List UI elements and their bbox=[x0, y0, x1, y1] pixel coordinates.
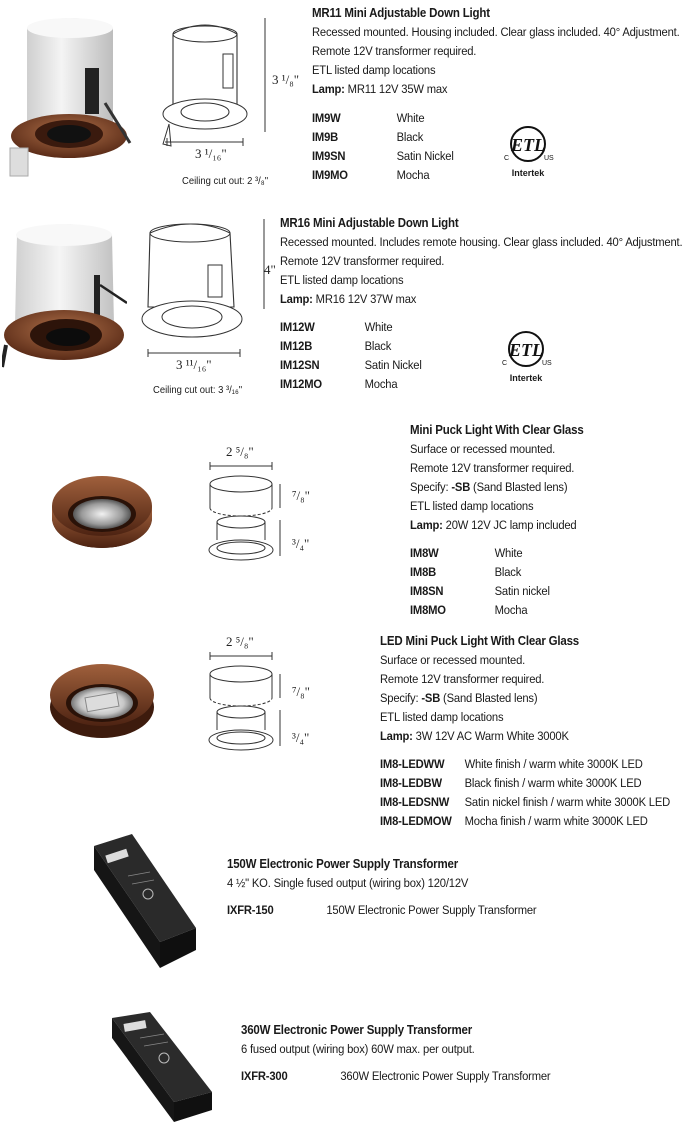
transformer-360-description bbox=[241, 1021, 550, 1086]
lamp-value: 20W 12V JC lamp included bbox=[445, 518, 577, 532]
model-row bbox=[280, 356, 422, 375]
transformer-360-photo bbox=[106, 1010, 221, 1125]
model-code: IM8SN bbox=[410, 584, 444, 598]
mini-puck-lamp bbox=[410, 516, 584, 535]
model-code: IXFR-300 bbox=[241, 1069, 288, 1083]
led-mini-puck-models bbox=[380, 755, 670, 831]
model-desc: Satin nickel finish / warm white 3000K LED bbox=[464, 795, 671, 809]
transformer-150-line: 4 ½" KO. Single fused output (wiring box) 120/12V bbox=[227, 876, 469, 890]
led-mini-puck-etl: ETL listed damp locations bbox=[380, 710, 504, 724]
specify-code: -SB bbox=[451, 480, 471, 494]
lamp-value: 3W 12V AC Warm White 3000K bbox=[415, 729, 569, 743]
lamp-label: Lamp: bbox=[380, 729, 413, 743]
transformer-150-photo bbox=[92, 832, 202, 977]
mr16-ceiling-cutout: Ceiling cut out: 3 ³/₁₆" bbox=[153, 384, 243, 396]
mr16-lamp bbox=[280, 290, 682, 309]
etl-mark: ETL bbox=[511, 135, 545, 155]
etl-us: US bbox=[542, 360, 552, 367]
model-row bbox=[380, 755, 670, 774]
mini-puck-line-2: Remote 12V transformer required. bbox=[410, 461, 575, 475]
mini-puck-width-dimension: 2 ⁵/₈" bbox=[226, 444, 254, 459]
model-code: IM8W bbox=[410, 546, 439, 560]
etl-certification-logo bbox=[500, 122, 556, 184]
model-desc: Black bbox=[494, 565, 522, 579]
led-mini-puck-height-1: ⁷/₈" bbox=[292, 684, 310, 699]
model-code: IM12W bbox=[280, 320, 315, 334]
mr11-models bbox=[312, 109, 454, 185]
model-row bbox=[410, 563, 550, 582]
specify-label: Specify: bbox=[410, 480, 449, 494]
mr11-description bbox=[312, 4, 680, 99]
model-code: IM12SN bbox=[280, 358, 320, 372]
mr16-description bbox=[280, 214, 682, 309]
lamp-value: MR11 12V 35W max bbox=[347, 82, 448, 96]
mini-puck-photo bbox=[50, 468, 155, 550]
mr11-line-3: ETL listed damp locations bbox=[312, 63, 436, 77]
model-desc: Satin Nickel bbox=[396, 149, 454, 163]
model-row bbox=[241, 1067, 550, 1086]
model-row bbox=[312, 109, 454, 128]
model-code: IM8MO bbox=[410, 603, 446, 617]
model-desc: Black bbox=[396, 130, 424, 144]
mini-puck-height-1: ⁷/₈" bbox=[292, 488, 310, 503]
model-row bbox=[380, 793, 670, 812]
etl-us: US bbox=[544, 155, 554, 162]
mini-puck-etl: ETL listed damp locations bbox=[410, 499, 534, 513]
model-desc: Mocha bbox=[396, 168, 430, 182]
model-desc: Mocha bbox=[494, 603, 528, 617]
model-desc: Mocha finish / warm white 3000K LED bbox=[464, 814, 648, 828]
led-mini-puck-drawing bbox=[200, 650, 290, 765]
led-mini-puck-description bbox=[380, 632, 579, 746]
model-row bbox=[380, 774, 670, 793]
model-row bbox=[280, 375, 422, 394]
mini-puck-title: Mini Puck Light With Clear Glass bbox=[410, 423, 584, 437]
specify-desc: (Sand Blasted lens) bbox=[443, 691, 538, 705]
model-desc: White bbox=[396, 111, 425, 125]
mr11-line-2: Remote 12V transformer required. bbox=[312, 44, 477, 58]
lamp-label: Lamp: bbox=[312, 82, 345, 96]
etl-c: C bbox=[504, 155, 510, 162]
transformer-150-title: 150W Electronic Power Supply Transformer bbox=[227, 857, 459, 871]
model-desc: Black finish / warm white 3000K LED bbox=[464, 776, 642, 790]
led-mini-puck-photo bbox=[48, 655, 156, 740]
mr16-height-dimension: 4" bbox=[264, 262, 276, 277]
mr11-product-photo bbox=[5, 8, 135, 180]
led-mini-puck-line-1: Surface or recessed mounted. bbox=[380, 653, 526, 667]
led-mini-puck-height-2: ³/₄" bbox=[292, 730, 310, 745]
mr16-product-photo bbox=[2, 215, 127, 375]
intertek-label: Intertek bbox=[511, 168, 545, 178]
model-code: IM8B bbox=[410, 565, 437, 579]
lamp-value: MR16 12V 37W max bbox=[315, 292, 417, 306]
model-desc: 150W Electronic Power Supply Transformer bbox=[326, 903, 537, 917]
mr11-line-drawing bbox=[155, 14, 275, 164]
model-code: IM9B bbox=[312, 130, 339, 144]
mini-puck-line-1: Surface or recessed mounted. bbox=[410, 442, 556, 456]
model-desc: White bbox=[494, 546, 523, 560]
mini-puck-models bbox=[410, 544, 550, 620]
mini-puck-drawing bbox=[200, 460, 290, 575]
led-mini-puck-width-dimension: 2 ⁵/₈" bbox=[226, 634, 254, 649]
mr11-height-dimension: 3 ¹/₈" bbox=[272, 72, 300, 87]
model-desc: Satin Nickel bbox=[364, 358, 422, 372]
model-row bbox=[410, 601, 550, 620]
mr16-line-drawing bbox=[130, 215, 270, 365]
mr16-title: MR16 Mini Adjustable Down Light bbox=[280, 216, 459, 230]
mr16-models bbox=[280, 318, 422, 394]
model-code: IM9MO bbox=[312, 168, 348, 182]
mr11-title: MR11 Mini Adjustable Down Light bbox=[312, 6, 490, 20]
model-code: IM8-LEDSNW bbox=[380, 795, 450, 809]
mr11-width-dimension: 3 ¹/₁₆" bbox=[195, 146, 227, 161]
intertek-label: Intertek bbox=[509, 373, 543, 383]
model-code: IXFR-150 bbox=[227, 903, 274, 917]
model-code: IM12B bbox=[280, 339, 313, 353]
model-row bbox=[380, 812, 670, 831]
lamp-label: Lamp: bbox=[280, 292, 313, 306]
model-code: IM9W bbox=[312, 111, 341, 125]
model-row bbox=[410, 582, 550, 601]
led-mini-puck-line-2: Remote 12V transformer required. bbox=[380, 672, 545, 686]
model-code: IM9SN bbox=[312, 149, 346, 163]
model-desc: White finish / warm white 3000K LED bbox=[464, 757, 643, 771]
model-row bbox=[312, 166, 454, 185]
etl-mark: ETL bbox=[509, 340, 543, 360]
model-desc: White bbox=[364, 320, 393, 334]
lamp-label: Lamp: bbox=[410, 518, 443, 532]
model-code: IM8-LEDWW bbox=[380, 757, 445, 771]
mr11-lamp bbox=[312, 80, 680, 99]
etl-c: C bbox=[502, 360, 508, 367]
led-mini-puck-lamp bbox=[380, 727, 579, 746]
model-desc: Satin nickel bbox=[494, 584, 550, 598]
specify-code: -SB bbox=[421, 691, 441, 705]
led-mini-puck-specify bbox=[380, 689, 579, 708]
model-code: IM12MO bbox=[280, 377, 322, 391]
mr16-line-1: Recessed mounted. Includes remote housing. Clear glass included. 40° Adjustment. bbox=[280, 235, 683, 249]
transformer-360-title: 360W Electronic Power Supply Transformer bbox=[241, 1023, 473, 1037]
mr16-width-dimension: 3 ¹¹/₁₆" bbox=[176, 357, 212, 372]
model-row bbox=[280, 318, 422, 337]
model-code: IM8-LEDBW bbox=[380, 776, 442, 790]
model-desc: 360W Electronic Power Supply Transformer bbox=[340, 1069, 551, 1083]
mini-puck-specify bbox=[410, 478, 584, 497]
model-row bbox=[227, 901, 536, 920]
mini-puck-description bbox=[410, 421, 584, 535]
model-desc: Mocha bbox=[364, 377, 398, 391]
specify-label: Specify: bbox=[380, 691, 419, 705]
mr16-line-3: ETL listed damp locations bbox=[280, 273, 404, 287]
model-row bbox=[410, 544, 550, 563]
specify-desc: (Sand Blasted lens) bbox=[473, 480, 568, 494]
model-row bbox=[312, 128, 454, 147]
mini-puck-height-2: ³/₄" bbox=[292, 536, 310, 551]
mr16-line-2: Remote 12V transformer required. bbox=[280, 254, 445, 268]
mr11-line-1: Recessed mounted. Housing included. Clear glass included. 40° Adjustment. bbox=[312, 25, 680, 39]
transformer-150-description bbox=[227, 855, 536, 920]
etl-certification-logo bbox=[498, 327, 554, 389]
transformer-360-line: 6 fused output (wiring box) 60W max. per output. bbox=[241, 1042, 475, 1056]
model-code: IM8-LEDMOW bbox=[380, 814, 452, 828]
model-row bbox=[312, 147, 454, 166]
model-row bbox=[280, 337, 422, 356]
model-desc: Black bbox=[364, 339, 392, 353]
led-mini-puck-title: LED Mini Puck Light With Clear Glass bbox=[380, 634, 580, 648]
mr11-ceiling-cutout: Ceiling cut out: 2 ³/₈" bbox=[182, 175, 269, 187]
